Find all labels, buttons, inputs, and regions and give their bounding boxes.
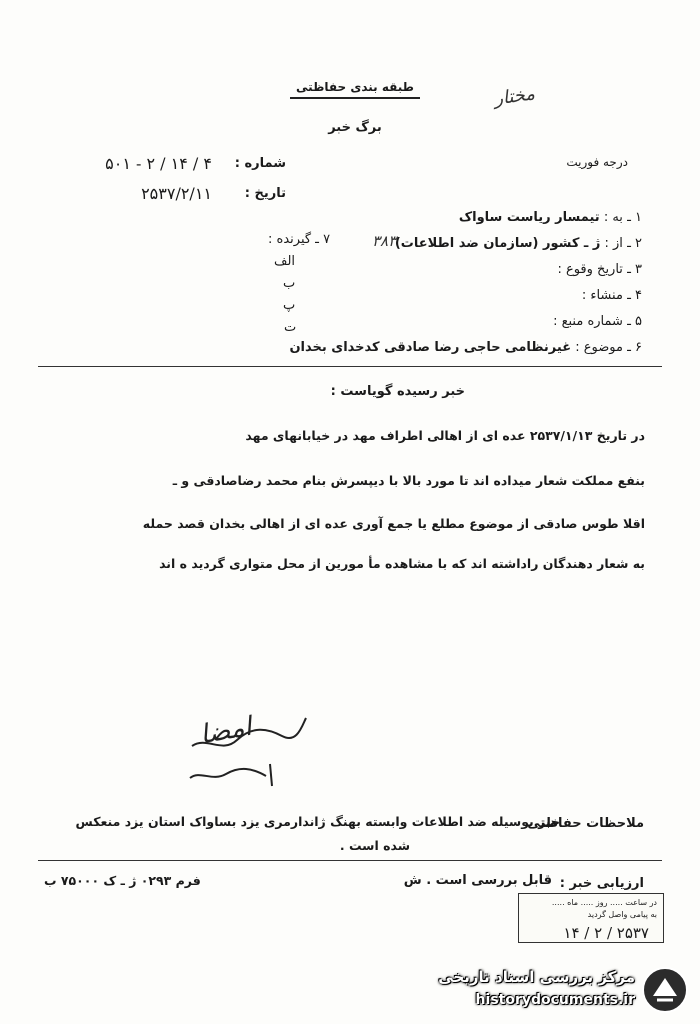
field-recipient [459,210,642,225]
field-label: از : [604,236,623,251]
field-number: ۲ ـ [627,236,642,251]
remarks-line-2: شده است . [339,838,410,853]
watermark [418,962,693,1018]
field-value: غیرنظامی حاجی رضا صادقی کدخدای بخدان [289,340,572,355]
evaluation-label: ارزیابی خبر : [559,876,644,891]
watermark-title: مرکز بررسی اسناد تاریخی [438,968,635,986]
field-event-date [557,262,642,277]
field-source [582,288,642,303]
field-label: شماره منبع : [553,314,623,329]
handwritten-initials: ۳۸۳ [372,232,397,250]
divider-line [38,366,662,367]
signature-text: امضا [197,711,254,751]
body-salutation: خبر رسیده گویاست : [330,384,465,399]
field-sender [395,236,642,251]
body-line-4: به شعار دهندگان راداشته اند که با مشاهده مأ مورین از محل متواری گردید ه اند [159,556,645,571]
document-logo-icon [641,966,689,1014]
number-label: شماره : [234,156,286,171]
field-label: تاریخ وقوع : [557,262,623,277]
field-number: ۱ ـ [627,210,642,225]
remarks-label: ملاحظات حفاظتی [527,816,644,831]
body-line-3: اقلا طوس صادقی از موضوع مطلع یا جمع آوری عده ای از اهالی بخدان قصد حمله [142,516,645,531]
stamp-line-1: در ساعت ..... روز ..... ماه ..... [551,898,657,907]
priority-label: درجه فوریت [566,155,628,169]
body-line-1: در تاریخ ۲۵۳۷/۱/۱۳ عده ای از اهالی اطراف مهد در خیابانهای مهد [245,428,645,443]
receiver-item-b: ب [283,276,296,291]
field-number: ۶ ـ [627,340,642,355]
field-subject [289,340,642,355]
handwritten-note: مختار [492,83,537,110]
signature-scribble-icon [182,706,312,798]
receiver-item-p: پ [283,298,296,313]
field-label: موضوع : [575,340,623,355]
received-stamp [518,893,664,943]
field-number: ۳ ـ [627,262,642,277]
form-code: فرم ۰۲۹۳ ژ ـ ک ۷۵۰۰۰ ب [44,873,201,888]
field-number: ۵ ـ [627,314,642,329]
evaluation-value: قابل بررسی است . ش [403,873,552,888]
document-type-title: برگ خبر [328,120,382,135]
watermark-url: historydocuments.ir [475,992,635,1008]
number-value: ۴ / ۱۴ / ۲ - ۵۰۱ [105,154,212,173]
stamp-date: ۲۵۳۷ / ۲ / ۱۴ [563,924,649,942]
field-label: منشاء : [581,288,623,303]
field-label: به : [603,210,623,225]
divider-line [38,860,662,861]
field-value: ژ ـ کشور (سازمان ضد اطلاعات) [394,236,601,251]
remarks-line-1: خبر بوسیله ضد اطلاعات وابسته بهنگ ژاندارمری یزد بساواک استان یزد منعکس [75,814,560,829]
receiver-item-t: ت [284,320,297,335]
date-value: ۲۵۳۷/۲/۱۱ [141,184,212,203]
classification-header: طبقه بندی حفاظتی [290,80,420,99]
field-value: تیمسار ریاست ساواک [458,210,600,225]
receivers-label: ۷ ـ گیرنده : [268,232,331,247]
field-source-number [553,314,642,329]
date-label: تاریخ : [244,186,286,201]
receiver-item-a: الف [274,254,296,269]
body-line-2: بنفع مملکت شعار میداده اند تا مورد بالا با دیپسرش بنام محمد رضاصادقی و ـ [172,473,645,488]
field-number: ۴ ـ [627,288,642,303]
stamp-line-2: به پیامی واصل گردید [587,910,657,919]
